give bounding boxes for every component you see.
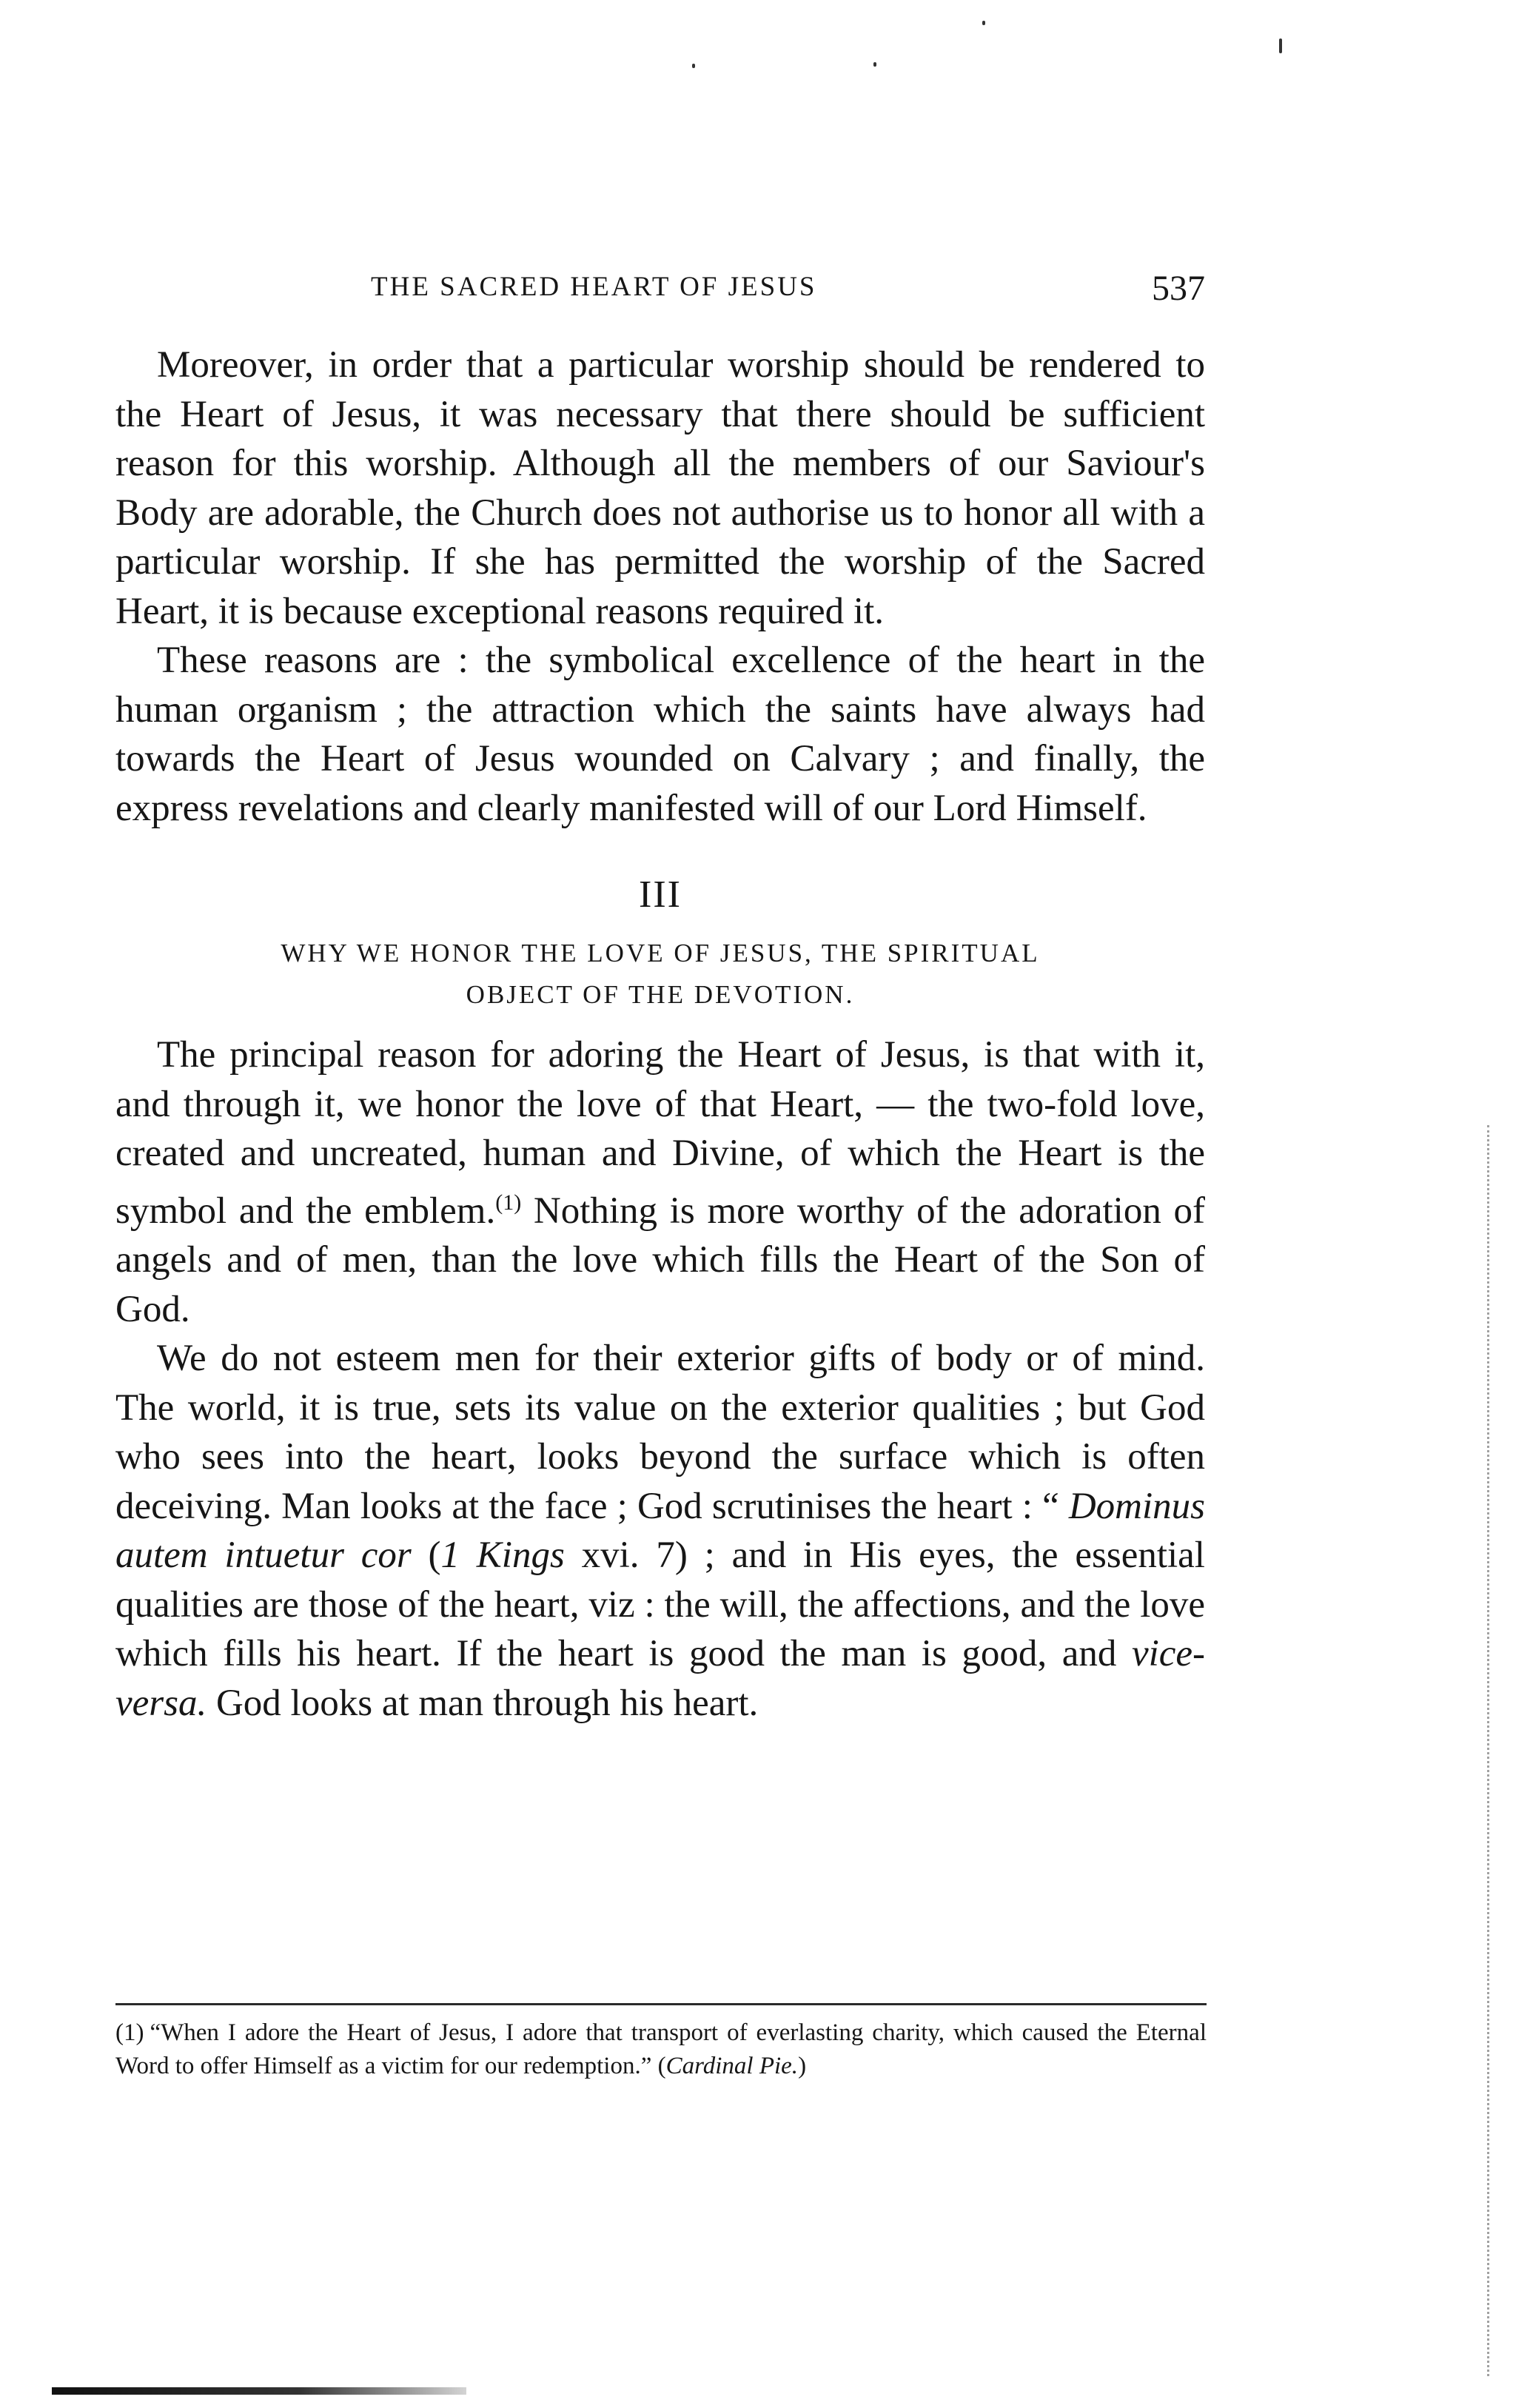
paragraph-3-text-b: Nothing is more worthy of the adoration of angels and of men, than the love which fills the Heart of the Son of God.: [115, 1190, 1205, 1330]
paragraph-4-text-a: We do not esteem men for their exterior gifts of body or of mind. The world, it is true, sets its value on the exterior qualities ; but God who sees into the heart, looks beyond the surface which is often deceiving. Man looks at the face ; God scrutinises the heart : “: [115, 1338, 1205, 1527]
page-number: 537: [1152, 269, 1205, 308]
scan-speck: [982, 21, 985, 25]
footnote-close: ): [798, 2053, 807, 2079]
paragraph-1: Moreover, in order that a particular worship should be rendered to the Heart of Jesus, it was necessary that there should be sufficient reason for this worship. Although all the members of our Saviour's Body are adorable, the Church does not authorise us to honor all with a particular worship. If she has permitted the worship of the Sacred Heart, it is because exceptional reasons required it.: [115, 344, 1205, 632]
section-heading: [115, 933, 1205, 1016]
paragraph-4-text-b: (: [411, 1535, 441, 1576]
footnote-divider: [115, 2003, 1207, 2005]
paragraph-4: [115, 1334, 1205, 1728]
footnote-marker: (1): [115, 2019, 144, 2046]
paragraph-3-text-a: The principal reason for adoring the Heart of Jesus, is that with it, and through it, we honor the love of that Heart, — the two-fold love, created and uncreated, human and Divine, of which the Heart is the symbol and the emblem.: [115, 1034, 1205, 1232]
scripture-reference: 1 Kings: [440, 1535, 565, 1576]
section-heading-line-1: WHY WE HONOR THE LOVE OF JESUS, THE SPIRITUAL: [281, 939, 1040, 967]
running-header: [115, 268, 1205, 312]
scan-edge-mark: [52, 2387, 466, 2395]
vice-versa-phrase: vice-versa.: [115, 1633, 1205, 1724]
scan-speck: [1279, 38, 1282, 53]
paragraph-2: These reasons are : the symbolical excellence of the heart in the human organism ; the attraction which the saints have always had towards the Heart of Jesus wounded on Calvary ; and finally, the express revelations and clearly manifested will of our Lord Himself.: [115, 640, 1205, 829]
page-edge-shadow: [1487, 1125, 1497, 2376]
footnote-reference: (1): [495, 1190, 522, 1215]
footnote-attribution: Cardinal Pie.: [665, 2053, 799, 2079]
footnote: [115, 2016, 1207, 2083]
paragraph-4-text-c: xvi. 7) ; and in His eyes, the essential qualities are those of the heart, viz : the will, the affections, and the love which fills his heart. If the heart is good the man is good, and: [115, 1535, 1205, 1674]
paragraph-4-text-d: God looks at man through his heart.: [207, 1682, 759, 1724]
scan-speck: [692, 64, 695, 68]
running-title: THE SACRED HEART OF JESUS: [371, 272, 817, 302]
body-text: [115, 341, 1205, 1728]
footnote-text: “When I adore the Heart of Jesus, I adore that transport of everlasting charity, which caused the Eternal Word to offer Himself as a victim for our redemption.” (: [115, 2019, 1207, 2079]
section-heading-line-2: OBJECT OF THE DEVOTION.: [466, 980, 855, 1009]
paragraph-3: [115, 1030, 1205, 1334]
latin-quotation: Dominus autem intuetur cor: [115, 1485, 1205, 1576]
scan-speck: [873, 62, 876, 67]
section-number: III: [639, 873, 682, 916]
